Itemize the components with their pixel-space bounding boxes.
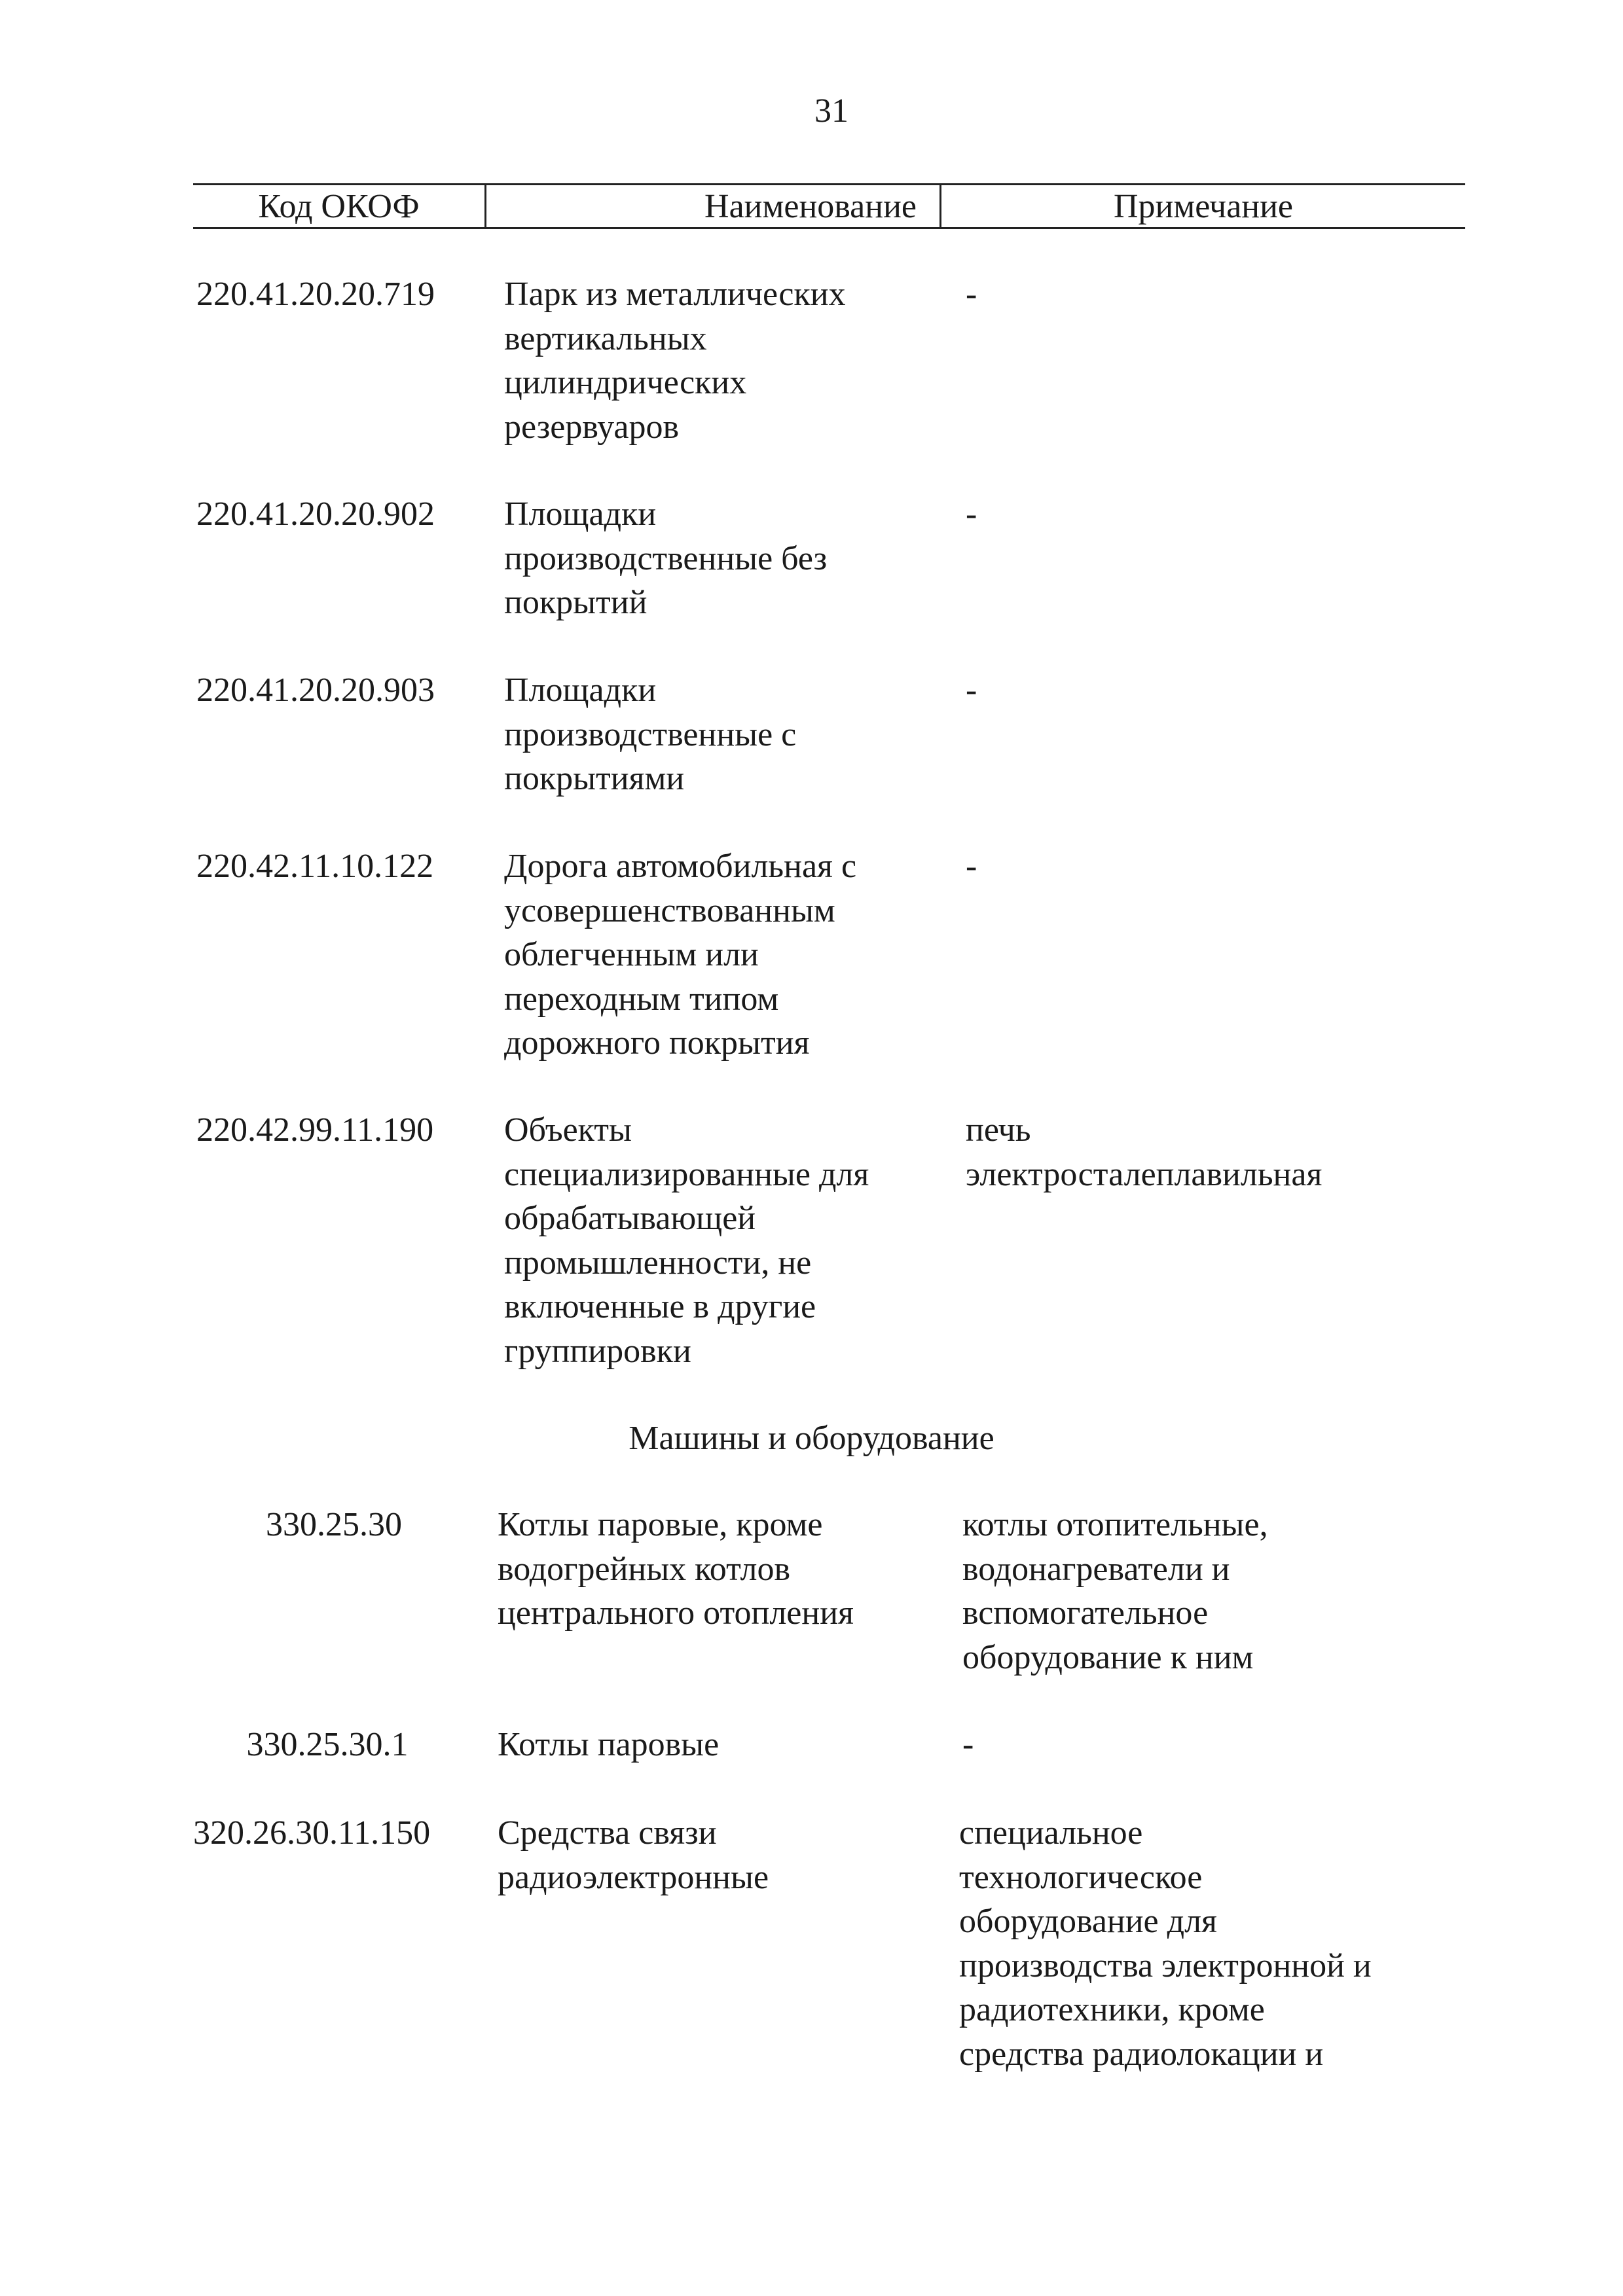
item-note: -	[966, 495, 977, 533]
section-title: Машины и оборудование	[629, 1420, 994, 1457]
item-note: котлы отопительные, водонагреватели и вспомогательное оборудование к ним	[962, 1506, 1268, 1676]
item-name: Дорога автомобильная с усовершенствованным облегченным или переходным типом дорожного покрытия	[504, 848, 857, 1062]
okof-code: 220.41.20.20.903	[196, 672, 435, 709]
item-note: -	[962, 1726, 974, 1763]
okof-code: 220.41.20.20.719	[196, 276, 435, 313]
item-name: Средства связи радиоэлектронные	[498, 1814, 769, 1896]
item-note: специальное технологическое оборудование для производства электронной и радиотехники, кроме средства радиолокации и	[959, 1814, 1372, 2073]
header-code: Код ОКОФ	[258, 188, 420, 225]
okof-code: 220.41.20.20.902	[196, 495, 435, 533]
item-name: Площадки производственные с покрытиями	[504, 672, 797, 797]
header-note: Примечание	[1113, 188, 1294, 225]
item-note: -	[966, 276, 977, 313]
page-number: 31	[814, 92, 848, 130]
item-note: -	[966, 848, 977, 885]
okof-code: 220.42.99.11.190	[196, 1111, 434, 1149]
item-note: -	[966, 672, 977, 709]
item-name: Объекты специализированные для обрабатывающей промышленности, не включенные в другие группировки	[504, 1111, 869, 1370]
item-note: печь электросталеплавильная	[966, 1111, 1322, 1193]
header-name: Наименование	[704, 188, 917, 225]
item-name: Котлы паровые	[498, 1726, 720, 1763]
okof-code: 220.42.11.10.122	[196, 848, 434, 885]
table-header	[193, 183, 1465, 229]
okof-code: 330.25.30.1	[246, 1726, 409, 1763]
item-name: Котлы паровые, кроме водогрейных котлов центрального отопления	[498, 1506, 854, 1632]
okof-code: 320.26.30.11.150	[193, 1814, 431, 1852]
item-name: Парк из металлических вертикальных цилиндрических резервуаров	[504, 276, 846, 446]
item-name: Площадки производственные без покрытий	[504, 495, 828, 621]
okof-code: 330.25.30	[266, 1506, 402, 1543]
